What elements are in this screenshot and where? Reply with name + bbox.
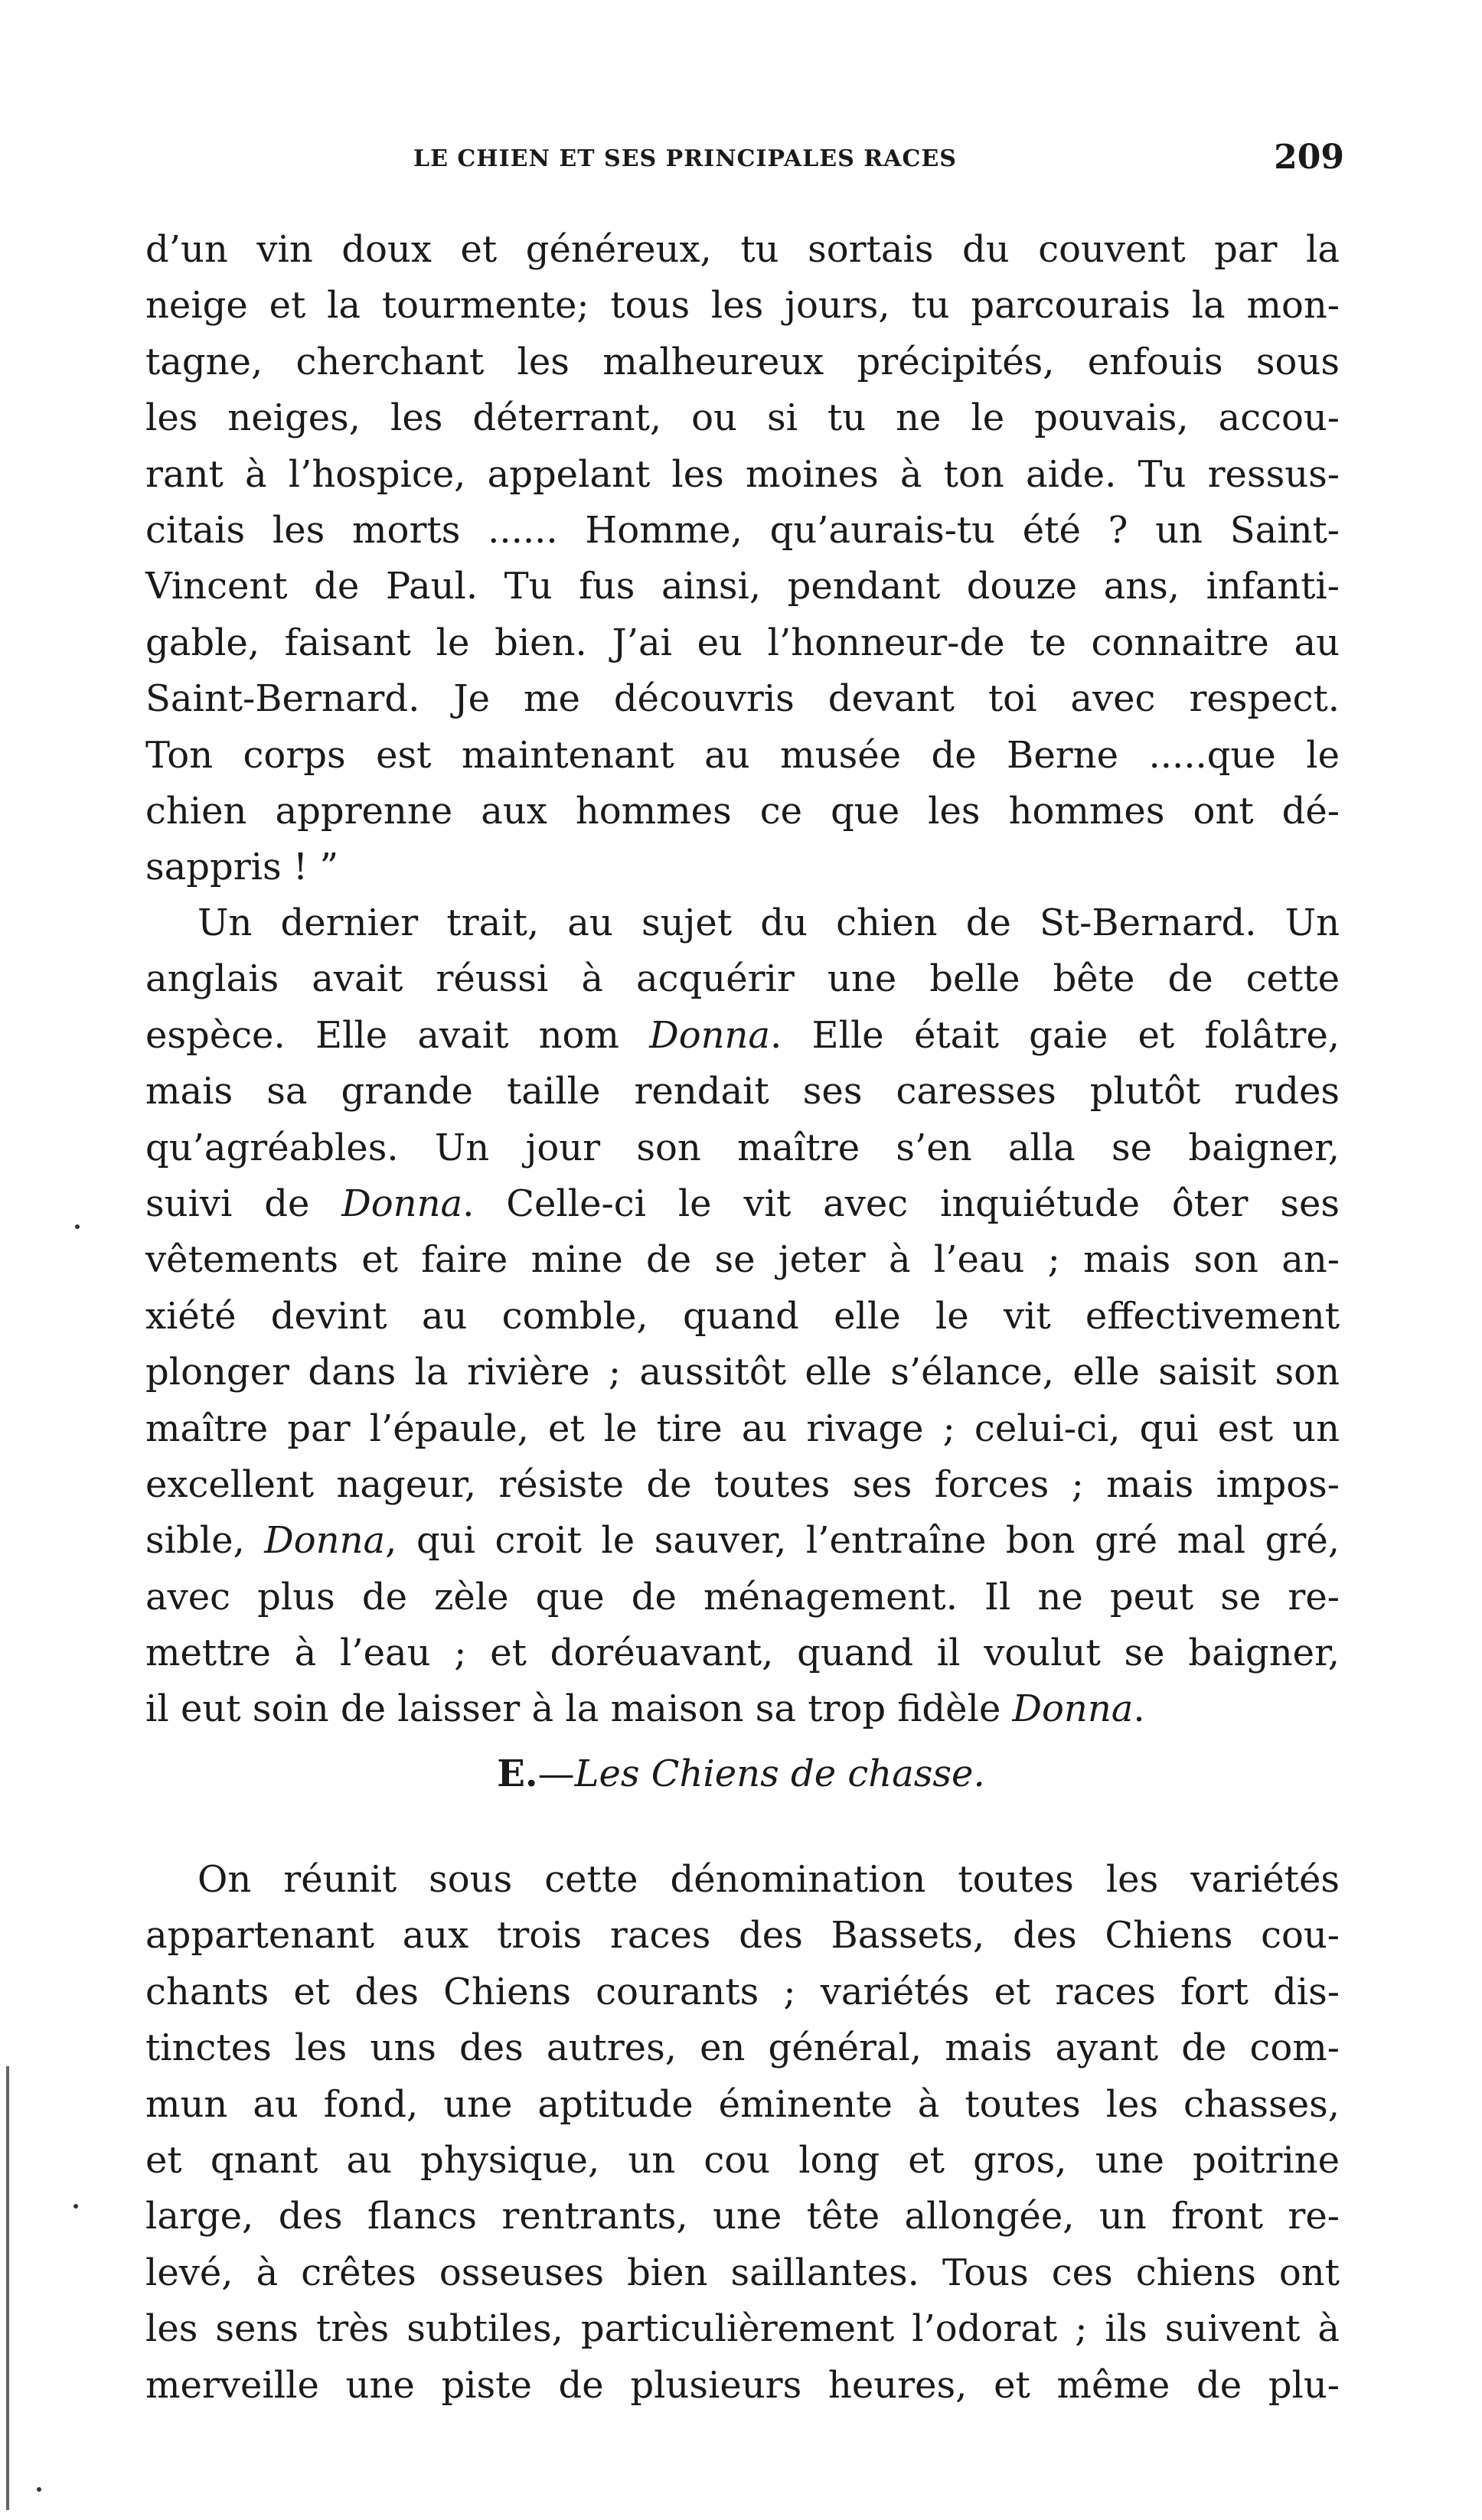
- text-line: appartenant aux trois races des Bassets, des Chiens cou-: [145, 1914, 1340, 1958]
- text-line: les neiges, les déterrant, ou si tu ne le pouvais, accou-: [145, 396, 1340, 440]
- dog-name: Donna: [649, 1013, 771, 1057]
- text-line: rant à l’hospice, appelant les moines à ton aide. Tu ressus-: [145, 452, 1340, 496]
- text-line: Ton corps est maintenant au musée de Berne .....que le: [145, 733, 1340, 777]
- scan-speck: [75, 1224, 80, 1229]
- section-dash: —: [537, 1752, 575, 1795]
- scan-speck: [37, 2487, 41, 2492]
- text-line: plonger dans la rivière ; aussitôt elle s’élance, elle saisit son: [145, 1351, 1340, 1394]
- paragraph-hunting-dogs: [145, 1852, 1340, 2414]
- text-line: mais sa grande taille rendait ses caresses plutôt rudes: [145, 1070, 1340, 1113]
- text-line: qu’agréables. Un jour son maître s’en alla se baigner,: [145, 1126, 1340, 1169]
- running-title: LE CHIEN ET SES PRINCIPALES RACES: [413, 145, 957, 172]
- text-line: les sens très subtiles, particulièrement l’odorat ; ils suivent à: [145, 2307, 1340, 2351]
- text-line: citais les morts ...... Homme, qu’aurais-tu été ? un Saint-: [145, 508, 1340, 552]
- text-line: mun au fond, une aptitude éminente à toutes les chasses,: [145, 2082, 1340, 2126]
- text-line: d’un vin doux et généreux, tu sortais du couvent par la: [145, 228, 1340, 271]
- text-line: avec plus de zèle que de ménagement. Il ne peut se re-: [145, 1575, 1340, 1619]
- text-line: maître par l’épaule, et le tire au rivage ; celui-ci, qui est un: [145, 1407, 1340, 1450]
- scan-speck: [73, 2204, 78, 2209]
- dog-name: Donna: [264, 1519, 386, 1563]
- text-line: et qnant au physique, un cou long et gros, une poitrine: [145, 2138, 1340, 2182]
- text-line: tagne, cherchant les malheureux précipités, enfouis sous: [145, 340, 1340, 383]
- text-line: neige et la tourmente; tous les jours, tu parcourais la mon-: [145, 284, 1340, 328]
- section-heading: [0, 1752, 1482, 1795]
- text-line: large, des flancs rentrants, une tête allongée, un front re-: [145, 2195, 1340, 2238]
- text-line: Un dernier trait, au sujet du chien de St-Bernard. Un: [197, 901, 1340, 944]
- text-line: tinctes les uns des autres, en général, mais ayant de com-: [145, 2026, 1340, 2070]
- text-line: espèce. Elle avait nom Donna. Elle était gaie et folâtre,: [145, 1013, 1340, 1057]
- text-line: Vincent de Paul. Tu fus ainsi, pendant douze ans, infanti-: [145, 565, 1340, 608]
- dog-name: Donna: [341, 1182, 463, 1225]
- text-line: chien apprenne aux hommes ce que les hommes ont dé-: [145, 789, 1340, 833]
- text-line: xiété devint au comble, quand elle le vit effectivement: [145, 1294, 1340, 1338]
- paragraph-quote-continuation: [145, 222, 1340, 896]
- text-line: il eut soin de laisser à la maison sa trop fidèle Donna.: [145, 1687, 1145, 1731]
- text-line: suivi de Donna. Celle-ci le vit avec inquiétude ôter ses: [145, 1182, 1340, 1225]
- section-title-text: Les Chiens de chasse.: [574, 1752, 985, 1795]
- text-line: mettre à l’eau ; et doréuavant, quand il voulut se baigner,: [145, 1632, 1340, 1675]
- text-line: anglais avait réussi à acquérir une belle bête de cette: [145, 957, 1340, 1001]
- paragraph-donna: [145, 895, 1340, 1738]
- text-line: levé, à crêtes osseuses bien saillantes. Tous ces chiens ont: [145, 2251, 1340, 2294]
- text-line: vêtements et faire mine de se jeter à l’eau ; mais son an-: [145, 1238, 1340, 1282]
- scan-edge-mark: [6, 2066, 9, 2510]
- text-line: excellent nageur, résiste de toutes ses forces ; mais impos-: [145, 1462, 1340, 1506]
- text-line: chants et des Chiens courants ; variétés et races fort dis-: [145, 1970, 1340, 2013]
- text-line: merveille une piste de plusieurs heures, et même de plu-: [145, 2363, 1340, 2407]
- page-number: 209: [1274, 138, 1344, 177]
- text-line: On réunit sous cette dénomination toutes les variétés: [197, 1858, 1340, 1901]
- text-line: Saint-Bernard. Je me découvris devant toi avec respect.: [145, 677, 1340, 721]
- dog-name: Donna: [1012, 1687, 1134, 1731]
- section-letter: E.: [497, 1752, 538, 1795]
- text-line: gable, faisant le bien. J’ai eu l’honneur-de te connaitre au: [145, 621, 1340, 664]
- text-line: sible, Donna, qui croit le sauver, l’entraîne bon gré mal gré,: [145, 1519, 1340, 1563]
- text-line: sappris ! ”: [145, 846, 338, 889]
